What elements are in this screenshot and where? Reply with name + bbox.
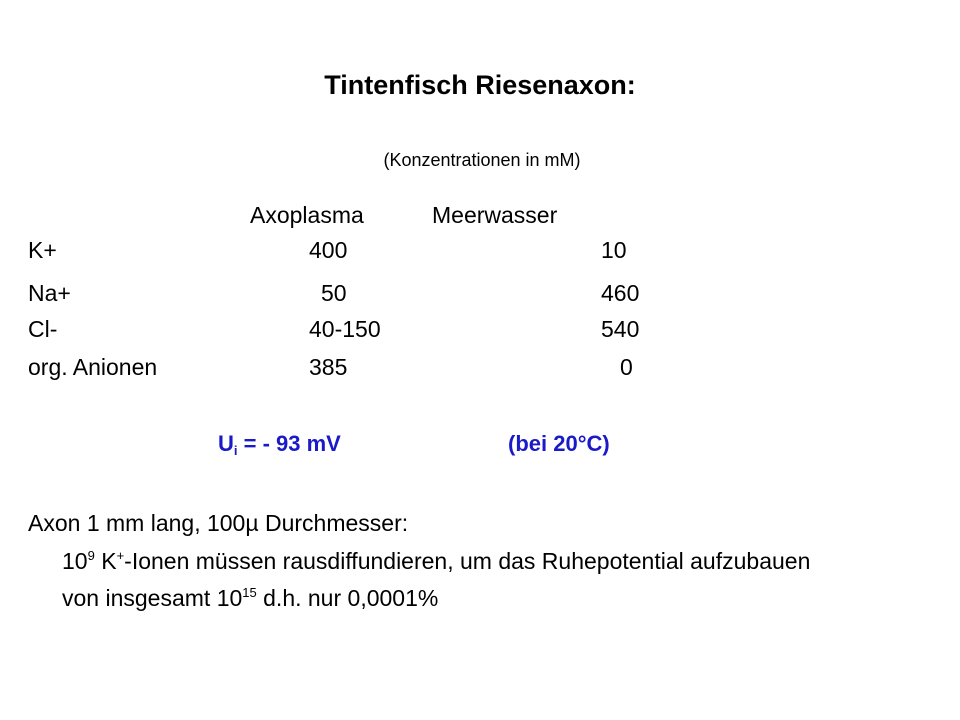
potential-subscript: i [233,443,238,458]
note-rest: -Ionen müssen rausdiffundieren, um das Ruhepotential aufzubauen [124,548,811,574]
row-na-axoplasma: 50 [321,280,347,306]
header-meerwasser: Meerwasser [432,202,558,228]
note-base: 10 [62,548,88,574]
header-axoplasma: Axoplasma [250,202,364,228]
row-cl-meerwasser: 540 [601,316,640,342]
total-pre: von insgesamt 10 [62,585,243,611]
total-ions-note [62,583,438,613]
potential-equation: = - 93 mV [237,431,341,456]
row-ion-k: K+ [28,237,57,263]
subtitle [0,150,960,171]
row-anions-axoplasma: 385 [309,354,348,380]
row-ion-anions: org. Anionen [28,354,158,380]
row-k-meerwasser: 10 [601,237,627,263]
note-ion-charge: + [116,548,125,563]
row-anions-meerwasser: 0 [620,354,633,380]
potential-symbol: U [218,431,234,456]
row-k-axoplasma: 400 [309,237,348,263]
page-title: Tintenfisch Riesenaxon: [324,70,636,100]
row-ion-na: Na+ [28,280,71,306]
row-cl-axoplasma: 40-150 [309,316,381,342]
axon-note: Axon 1 mm lang, 100µ Durchmesser: [28,510,409,536]
note-exponent: 9 [87,548,95,563]
row-ion-cl: Cl- [28,316,58,342]
note-ion: K [94,548,117,574]
resting-potential [218,431,341,458]
row-na-meerwasser: 460 [601,280,640,306]
total-rest: d.h. nur 0,0001% [256,585,439,611]
subtitle-text: (Konzentrationen in mM) [383,150,581,170]
potential-condition: (bei 20°C) [508,431,610,456]
ion-diffusion-note [62,546,810,576]
total-exponent: 15 [242,585,257,600]
